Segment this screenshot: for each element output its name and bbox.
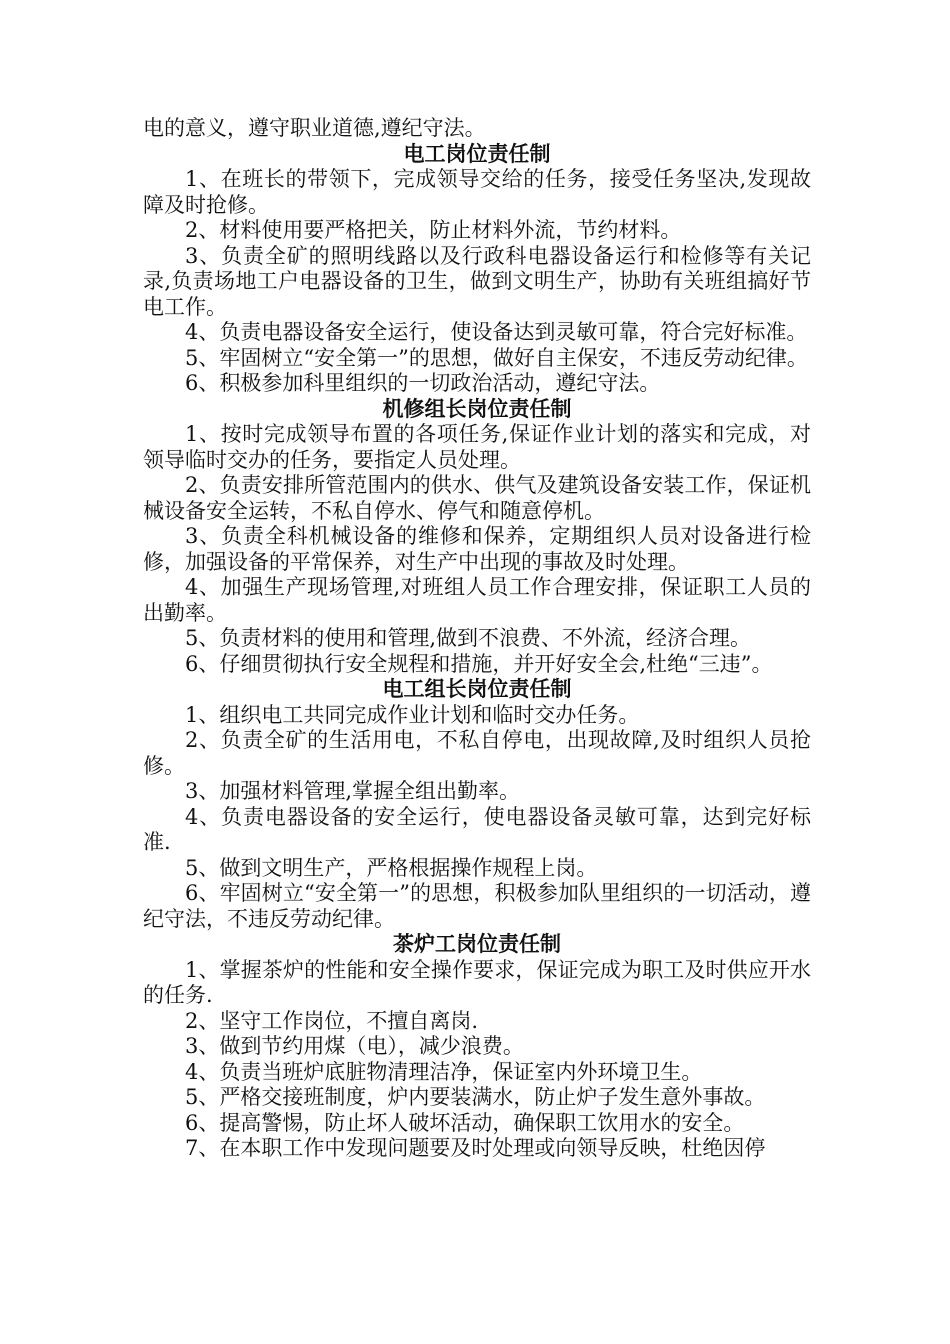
list-item: 4、负责电器设备安全运行，使设备达到灵敏可靠，符合完好标准。 — [185, 320, 808, 344]
list-item: 6、牢固树立“安全第一”的思想，积极参加队里组织的一切活动，遵纪守法，不违反劳动纪律。 — [143, 881, 811, 931]
document-page — [143, 116, 811, 1162]
list-item: 5、负责材料的使用和管理,做到不浪费、不外流，经济合理。 — [185, 626, 752, 650]
list-item: 4、负责当班炉底脏物清理洁净，保证室内外环境卫生。 — [185, 1059, 703, 1084]
list-item: 3、负责全科机械设备的维修和保养，定期组织人员对设备进行检修，加强设备的平常保养，对生产中出现的事故及时处理。 — [143, 524, 811, 574]
list-item: 4、负责电器设备的安全运行，使电器设备灵敏可靠，达到完好标准. — [143, 804, 811, 854]
section-title: 机修组长岗位责任制 — [382, 396, 572, 421]
list-item: 5、严格交接班制度，炉内要装满水，防止炉子发生意外事故。 — [185, 1085, 766, 1109]
list-item: 5、做到文明生产，严格根据操作规程上岗。 — [185, 855, 598, 880]
list-item: 5、牢固树立“安全第一”的思想，做好自主保安，不违反劳动纪律。 — [185, 345, 808, 370]
section-boiler-worker — [143, 932, 811, 1162]
list-item: 6、积极参加科里组织的一切政治活动，遵纪守法。 — [185, 371, 661, 395]
intro-paragraph: 电的意义，遵守职业道德,遵纪守法。 — [143, 116, 486, 140]
section-title: 茶炉工岗位责任制 — [393, 932, 561, 956]
list-item: 2、负责安排所管范围内的供水、供气及建筑设备安装工作，保证机械设备安全运转，不私自停水、停气和随意停机。 — [143, 473, 811, 523]
list-item: 2、坚守工作岗位，不擅自离岗. — [185, 1008, 479, 1033]
list-item: 2、材料使用要严格把关，防止材料外流，节约材料。 — [185, 218, 682, 242]
section-title: 电工岗位责任制 — [403, 141, 551, 166]
list-item: 1、掌握茶炉的性能和安全操作要求，保证完成为职工及时供应开水的任务. — [143, 957, 811, 1007]
section-title: 电工组长岗位责任制 — [382, 677, 572, 701]
list-item: 2、负责全矿的生活用电，不私自停电，出现故障,及时组织人员抢修。 — [143, 728, 811, 778]
list-item: 1、按时完成领导布置的各项任务,保证作业计划的落实和完成，对领导临时交办的任务，要指定人员处理。 — [143, 422, 811, 472]
list-item: 6、提高警惕，防止坏人破坏活动，确保职工饮用水的安全。 — [185, 1110, 745, 1135]
list-item: 4、加强生产现场管理,对班组人员工作合理安排，保证职工人员的出勤率。 — [143, 575, 811, 625]
section-electrician-leader — [143, 677, 811, 932]
list-item: 1、在班长的带领下，完成领导交给的任务，接受任务坚决,发现故障及时抢修。 — [143, 167, 811, 217]
list-item: 3、做到节约用煤（电），减少浪费。 — [185, 1034, 524, 1058]
list-item: 1、组织电工共同完成作业计划和临时交办任务。 — [185, 702, 640, 727]
list-item: 6、仔细贯彻执行安全规程和措施，并开好安全会,杜绝“三违”。 — [185, 651, 773, 676]
list-item: 3、负责全矿的照明线路以及行政科电器设备运行和检修等有关记录,负责场地工户电器设备的卫生，做到文明生产，协助有关班组搞好节电工作。 — [143, 243, 811, 319]
list-item: 3、加强材料管理,掌握全组出勤率。 — [185, 779, 521, 803]
list-item: 7、在本职工作中发现问题要及时处理或向领导反映，杜绝因停 — [185, 1136, 766, 1160]
section-repair-leader — [143, 397, 811, 678]
section-electrician — [143, 142, 811, 397]
